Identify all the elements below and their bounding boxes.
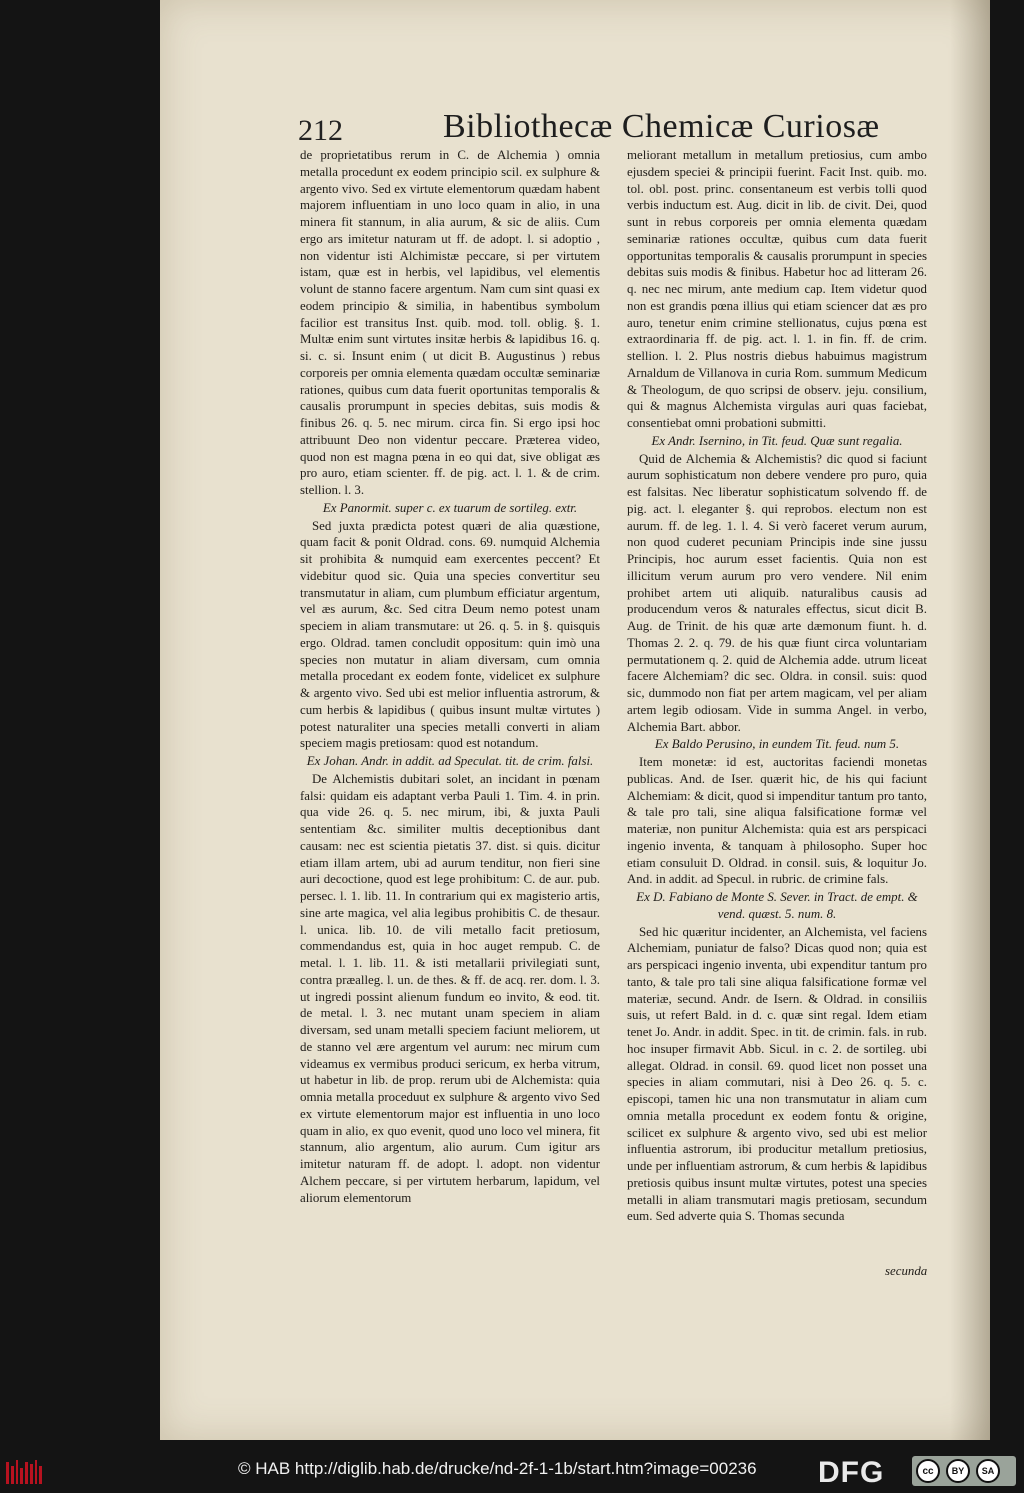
right-paragraph-3: Item monetæ: id est, auctoritas faciendi monetas publicas. And. de Iser. quærit hic, de his qui faciunt Alchemiam: & dicit, quod si impenditur tantum pro tanto, & tale pro tali, sine aliqua falsificatione formæ vel materiæ, non punitur Alchemista: quia est ars perspicaci ingenio inventa, & tanquam à philosopho. Super hoc etiam consuluit D. Oldrad. in consil. suis, & loquitur Jo. And. in addit. ad Specul. in rubric. de crimine fals. (627, 755, 927, 887)
dfg-logo[interactable]: DFG (818, 1456, 885, 1489)
right-paragraph-2: Quid de Alchemia & Alchemistis? dic quod si faciunt aurum sophisticatum non debere vendere pro puro, quia est falsitas. Nec liberatur sophisticatum solvendo ff. de pig. act. l. eleganter §. qui reprobos. electum non est aurum. ff. de leg. 1. l. 4. Si verò faceret verum aurum, non quod cuderet pecuniam Principis inde sine jussu Principis, hoc aurum esset facientis. Quia non est illicitum verum aurum pro vero vendere. Nil enim prohibet artem uti aliquib. naturalibus causis ad producendum veros & naturales effectus, sicut dicit B. Aug. de Trinit. de his quæ arte dæmonum fiunt. h. d. Thomas 2. 2. q. 79. de his quæ fiunt circa voluntariam permutationem q. 2. quid de Alchemia adde. utrum liceat facere Alchemiam? dic sec. Oldra. in consil. suis: quod sic, dummodo non fiat per artem magicam, vel per aliam artem legib odiosam. Vide in summa Angel. in verbo, Alchemia Bart. abbor. (627, 451, 927, 734)
page-header (298, 108, 880, 152)
right-paragraph-4: Sed hic quæritur incidenter, an Alchemista, vel faciens Alchemiam, puniatur de falso? Dicas quod non; quia est ars perspicaci ingenio inventa, ubi expenditur tantum pro tanto, & tale pro tali sine aliqua falsificatione formæ vel materiæ, secund. Andr. de Isern. & Oldrad. in consiliis suis, ut refert Bald. in d. c. quæ sint regal. Idem etiam tenet Jo. Andr. in addit. Spec. in tit. de crimin. fals. in rub. hoc insuper firmavit Abb. Sicul. in c. 2. de sortileg. ubi allegat. Oldrad. in consil. 69. quod licet non posset una species in aliam commutari, nisi à Deo 26. q. 5. c. episcopi, tamen hic una non transmutatur in aliam cum omnia metalla procedunt ex eodem fontu & origine, scilicet ex sulphure & argento vivo, sed ubi est melior influentia astrorum, ibi producitur metallum pretiosius, unde per influentiam astrorum, & cum herbis & lapidibus pretiosis quibus insunt multæ virtutes, potest una species metalli in aliam transmutari magis pretiosam, secundum eum. Sed adverte quia S. Thomas secunda (627, 924, 927, 1224)
copyright-link[interactable]: © HAB http://diglib.hab.de/drucke/nd-2f-1-1b/start.htm?image=00236 (238, 1459, 757, 1478)
left-paragraph-2: Sed juxta prædicta potest quæri de alia quæstione, quam facit & ponit Oldrad. cons. 69. numquid Alchemia sit prohibita & numquid eam exercentes peccent? Et videbitur quod sic. Quia una species convertitur seu transmutatur in aliam, cum plumbum efficiatur argentum, vel æs aurum, &c. Sed citra Deum nemo potest unam speciem in aliam transmutare: ut 26. q. 5. in §. quisquis ergo. Oldrad. tamen concludit oppositum: quin imò una species non mutatur in aliam diversam, cum omnia metalla procedant ex eodem fonte, videlicet ex sulphure & argento vivo. Sed ubi est melior influentia astrorum, & cum herbis & lapidibus ( quibus insunt multæ virtutes ) potest naturaliter una species metalli converti in aliam speciem magis pretiosam: quod est notandum. (300, 518, 600, 751)
left-paragraph-1: de proprietatibus rerum in C. de Alchemia ) omnia metalla procedunt ex eodem principio scil. ex sulphure & argento vivo. Sed ex virtute elementorum quædam habent majorem influentiam in uno loco quam in alio, in una minera fit stannum, in alia aurum, & sic de aliis. Cum ergo ars imitetur naturam ut ff. de adopt. l. si adoptio , non videntur isti Alchimistæ peccare, si per virtutem istam, quæ est in herbis, vel lapidibus, vel elementis volunt de stanno facere argentum. Nam cum sint quasi ex eodem principio & similia, in habentibus symbolum facilior est transitus Inst. quib. mod. toll. oblig. §. 1. Multæ enim sunt virtutes insitæ herbis & lapidibus 16. q. si. c. si. Insunt enim ( ut dicit B. Augustinus ) rebus corporeis per omnia elementa quædam occultæ seminariæ rationes, quibus cum data fuerit oportunitas temporalis & causalis prorumpunt in species debitas, suis modis & finibus 26. q. 5. nec mirum. circa fin. Si ergo ipsi hoc attribuunt Deo non videntur peccare. Præterea video, quod non est magna pœna in eo qui dat, sive obligat æs pro auro, etiam scienter. ff. de pig. act. l. 1. & de crim. stellion. l. 3. (300, 148, 600, 497)
running-title: Bibliothecæ Chemicæ Curiosæ (443, 108, 880, 145)
left-source-heading-2: Ex Johan. Andr. in addit. ad Speculat. tit. de crim. falsi. (306, 754, 594, 768)
left-source-heading-1: Ex Panormit. super c. ex tuarum de sortileg. extr. (322, 500, 578, 515)
right-source-heading-1: Ex Andr. Isernino, in Tit. feud. Quæ sunt regalia. (651, 433, 903, 448)
by-icon: BY (946, 1459, 970, 1483)
right-source-heading-3: Ex D. Fabiano de Monte S. Sever. in Tract. de empt. & vend. quæst. 5. num. 8. (636, 890, 918, 921)
page-fold-shadow (950, 0, 990, 1440)
viewer-footer (0, 1450, 1024, 1493)
hab-logo-icon[interactable] (6, 1460, 42, 1484)
right-paragraph-1: meliorant metallum in metallum pretiosius, cum ambo ejusdem speciei & principii fuerint. Facit Inst. quib. mo. tol. obl. post. princ. consentaneum est verbis tolli quod verbis inductum est. Aug. dicit in lib. de civit. Dei, quod sunt in rebus corporeis per omnia elementa quædam seminariæ rationes occultæ, quibus cum data fuerit opportunitas temporalis & causalis prorumpunt in species debitas suis modis & finibus. Habetur hoc ad litteram 26. q. nec nec mirum, ante medium cap. Item videtur quod non est grandis pœna illius qui etiam sciencer dat æs pro auro, tenetur enim crimine stellionatus, cujus pœna est extraordinaria ff. de pig. act. l. 1. in fin. ff. de crim. stellion. l. 2. Plus nostris diebus habuimus magistrum Arnaldum de Villanova in curia Rom. summum Medicum & Theologum, de quo scripsi de observ. jeju. consilium, qui & magnus Alchemista virgulas auri quas faciebat, consentiebat omni probationi submitti. (627, 148, 927, 430)
catchword: secunda (885, 1264, 928, 1278)
page-number: 212 (298, 114, 343, 147)
left-paragraph-3: De Alchemistis dubitari solet, an incidant in pœnam falsi: quidam eis adaptant verba Pauli 1. Tim. 4. in prin. qua vide 26. q. 5. nec mirum, ibi, & juxta Pauli sententiam &c. similiter multis deceptionibus dant causam: nec est scientia pietatis 37. dist. si quis. dicitur etiam illam artem, ubi ad aurum tenditur, non fieri sine auri decoctione, quod est lege prohibitum: C. de aur. pub. persec. l. 1. lib. 11. In contrarium qui ex magisterio artis, sine arte magica, vel alia legibus prohibitis C. de thesaur. l. unica. lib. 10. de vili metallo facit pretiosum, commendandus est, quia in hoc auget rempub. C. de metal. l. 1. lib. 11. & isti metallarii privilegiati sunt, contra præalleg. l. un. de thes. & ff. de acq. rer. dom. l. 3. ut ingredi possint alienum fundum eo invito, & eod. tit. de metal. l. 3. nec mutant unam speciem in aliam diversam, sed unam metalli speciem faciunt meliorem, ut de stanno vel ære argentum vel aurum: nec mirum cum videamus ex vermibus produci sericum, ex herba vitrum, ut habetur in lib. de prop. rerum ubi de Alchemista: quia omnia metalla proceduut ex sulphure & argento vivo Sed ex virtute elementorum major est influentia in uno loco quam in alio, ex quo evenit, quod uno loco vel minera, fit stannum, alio argentum, alio aurum. Cum igitur ars imitetur naturam ff. de adopt. l. adopt. non videntur Alchem peccare, si per virtutem herbarum, lapidum, vel aliorum elementorum (300, 771, 600, 1205)
cc-icon: cc (916, 1459, 940, 1483)
right-source-heading-2: Ex Baldo Perusino, in eundem Tit. feud. num 5. (654, 737, 900, 752)
cc-license-badge[interactable] (912, 1456, 1016, 1486)
left-column (300, 147, 600, 1206)
sa-icon: SA (976, 1459, 1000, 1483)
right-column (627, 147, 927, 1225)
